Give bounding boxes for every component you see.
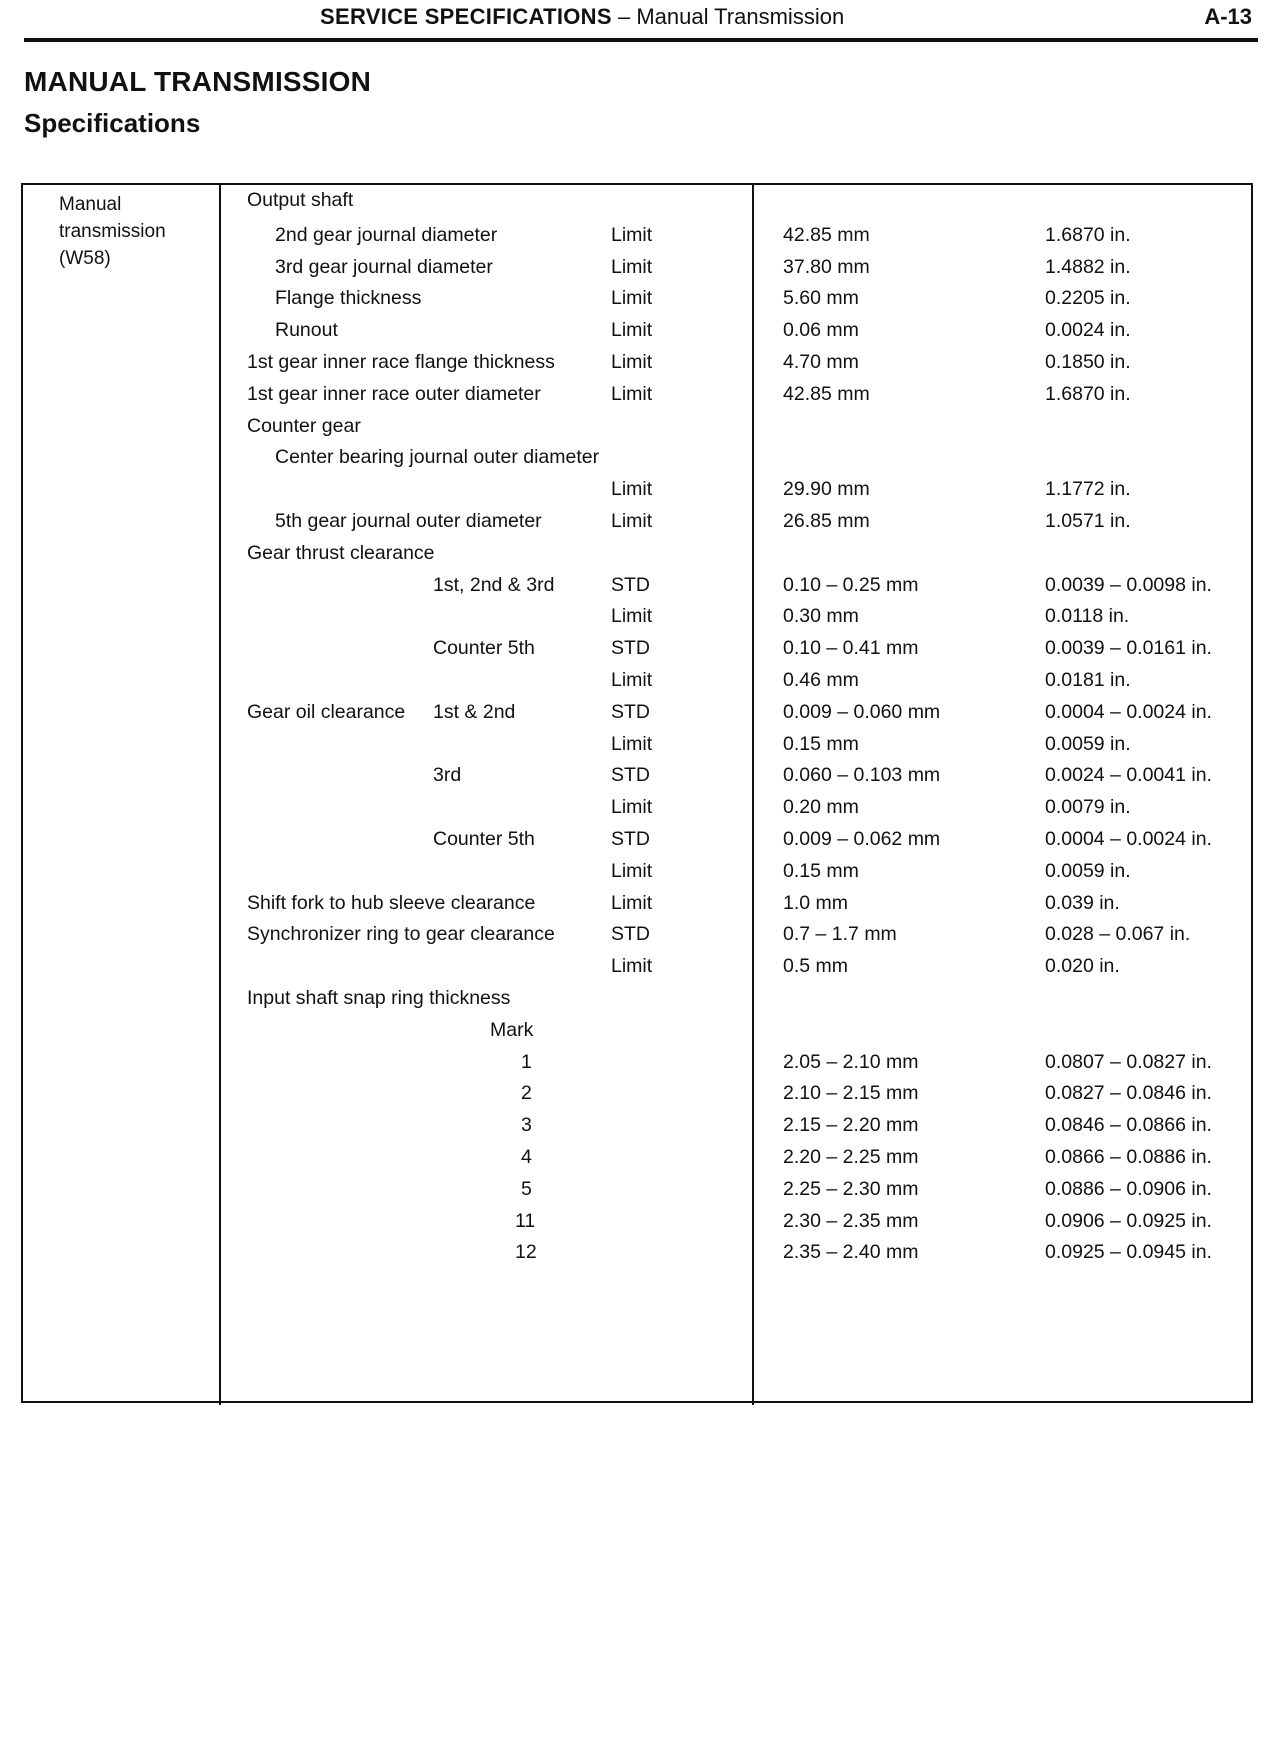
spec-item-label: Runout: [275, 319, 338, 342]
value-inches: 1.1772 in.: [1045, 478, 1131, 501]
value-mm: 0.5 mm: [783, 955, 849, 978]
value-inches: 0.0024 in.: [1045, 319, 1131, 342]
value-mm: 0.30 mm: [783, 605, 859, 628]
spec-type: Limit: [611, 510, 653, 532]
value-mm: 2.10 – 2.15 mm: [783, 1082, 919, 1105]
spec-type: Limit: [611, 891, 653, 914]
table-row: [23, 478, 1251, 512]
value-inches: 0.0059 in.: [1045, 732, 1131, 755]
snap-ring-mark: 4: [521, 1146, 532, 1168]
spec-type: STD: [611, 828, 650, 850]
value-inches: 0.0039 – 0.0098 in.: [1045, 573, 1212, 596]
value-inches: 0.039 in.: [1045, 891, 1120, 914]
header-rule: [24, 38, 1258, 42]
value-inches: 1.6870 in.: [1045, 382, 1131, 405]
table-row: [23, 446, 1251, 480]
value-inches: 1.6870 in.: [1045, 223, 1131, 246]
table-row: [23, 319, 1251, 353]
snap-ring-mark: 3: [521, 1114, 532, 1137]
spec-type: Limit: [611, 382, 653, 405]
value-mm: 1.0 mm: [783, 891, 849, 914]
value-inches: 0.0866 – 0.0886 in.: [1045, 1146, 1212, 1168]
table-row: [23, 415, 1251, 449]
table-row: [23, 892, 1251, 926]
table-row: [23, 224, 1251, 258]
value-inches: 1.4882 in.: [1045, 255, 1131, 278]
table-row: [23, 1241, 1251, 1275]
value-mm: 42.85 mm: [783, 382, 870, 405]
value-inches: 0.0886 – 0.0906 in.: [1045, 1177, 1212, 1200]
value-mm: 0.10 – 0.25 mm: [783, 573, 919, 596]
value-mm: 26.85 mm: [783, 510, 870, 532]
value-mm: 2.30 – 2.35 mm: [783, 1209, 919, 1232]
value-mm: 2.15 – 2.20 mm: [783, 1114, 919, 1137]
spec-item-label: 3rd gear journal diameter: [275, 255, 493, 278]
table-row: [23, 510, 1251, 544]
spec-item-label: 1st gear inner race flange thickness: [247, 351, 555, 373]
spec-type: Limit: [611, 859, 653, 882]
spec-type: STD: [611, 764, 650, 787]
value-inches: 0.0807 – 0.0827 in.: [1045, 1050, 1212, 1073]
table-row: [23, 764, 1251, 798]
spec-type: Limit: [611, 287, 653, 310]
snap-ring-mark: 12: [515, 1241, 537, 1264]
table-row: [23, 1019, 1251, 1053]
value-inches: 0.0024 – 0.0041 in.: [1045, 764, 1212, 787]
table-row: [23, 796, 1251, 830]
section-name: SERVICE SPECIFICATIONS: [320, 4, 612, 29]
value-mm: 2.35 – 2.40 mm: [783, 1241, 919, 1264]
spec-item-label: Flange thickness: [275, 287, 422, 310]
table-row: [23, 574, 1251, 608]
value-inches: 0.0118 in.: [1045, 605, 1130, 628]
value-mm: 0.009 – 0.060 mm: [783, 700, 941, 723]
header-separator: –: [611, 4, 637, 29]
table-row: [23, 955, 1251, 989]
snap-ring-mark: 1: [521, 1050, 532, 1073]
table-row: [23, 1114, 1251, 1148]
snap-ring-mark: 5: [521, 1177, 532, 1200]
value-mm: 0.15 mm: [783, 859, 859, 882]
spec-type: Limit: [611, 319, 653, 342]
value-mm: 42.85 mm: [783, 223, 870, 246]
table-row: [23, 637, 1251, 671]
page-subtitle: Specifications: [24, 108, 201, 138]
table-row: [23, 987, 1251, 1021]
spec-type: Limit: [611, 223, 653, 246]
table-row: [23, 669, 1251, 703]
value-mm: 0.46 mm: [783, 669, 859, 691]
table-row: [23, 1178, 1251, 1212]
value-inches: 1.0571 in.: [1045, 510, 1131, 532]
value-mm: 2.25 – 2.30 mm: [783, 1177, 919, 1200]
spec-type: Limit: [611, 732, 653, 755]
table-row: [23, 1051, 1251, 1085]
spec-item-label: Gear oil clearance: [247, 700, 406, 723]
value-inches: 0.0827 – 0.0846 in.: [1045, 1082, 1212, 1105]
spec-type: Limit: [611, 478, 653, 501]
spec-type: STD: [611, 573, 650, 596]
spec-item-label: 1st gear inner race outer diameter: [247, 382, 541, 405]
spec-subitem-label: Counter 5th: [433, 828, 535, 850]
value-inches: 0.0846 – 0.0866 in.: [1045, 1114, 1212, 1137]
category-line: transmission: [59, 221, 166, 242]
spec-item-label: Input shaft snap ring thickness: [247, 987, 511, 1009]
page-number: A-13: [1204, 4, 1252, 29]
running-header: [0, 4, 1280, 36]
spec-type: Limit: [611, 255, 653, 278]
spec-item-label: Center bearing journal outer diameter: [275, 446, 600, 469]
value-mm: 5.60 mm: [783, 287, 859, 310]
spec-type: STD: [611, 700, 650, 723]
spec-item-label: 5th gear journal outer diameter: [275, 510, 542, 532]
table-row: [23, 1082, 1251, 1116]
value-inches: 0.2205 in.: [1045, 287, 1131, 310]
value-mm: 0.10 – 0.41 mm: [783, 637, 919, 660]
table-row: [23, 256, 1251, 290]
value-mm: 0.20 mm: [783, 796, 859, 819]
table-row: [23, 1146, 1251, 1180]
table-row: [23, 701, 1251, 735]
spec-type: STD: [611, 637, 650, 660]
page-title: MANUAL TRANSMISSION: [24, 66, 372, 97]
spec-type: Limit: [611, 669, 653, 691]
spec-item-label: Gear thrust clearance: [247, 541, 435, 564]
value-mm: 0.15 mm: [783, 732, 859, 755]
spec-type: Limit: [611, 796, 653, 819]
value-mm: 37.80 mm: [783, 255, 870, 278]
value-mm: 0.009 – 0.062 mm: [783, 828, 941, 850]
snap-ring-mark: Mark: [490, 1018, 534, 1041]
spec-item-label: Counter gear: [247, 414, 361, 437]
spec-type: Limit: [611, 351, 653, 373]
value-mm: 0.06 mm: [783, 319, 859, 342]
spec-subitem-label: 3rd: [433, 764, 462, 787]
table-row: [23, 733, 1251, 767]
spec-subitem-label: Counter 5th: [433, 637, 535, 660]
table-row: [23, 383, 1251, 417]
spec-item-label: Output shaft: [247, 189, 354, 211]
spec-item-label: Synchronizer ring to gear clearance: [247, 923, 555, 946]
value-inches: 0.0079 in.: [1045, 796, 1131, 819]
table-row: [23, 828, 1251, 862]
spec-type: STD: [611, 923, 650, 946]
table-row: [23, 351, 1251, 385]
value-inches: 0.020 in.: [1045, 955, 1120, 978]
spec-type: Limit: [611, 605, 653, 628]
table-row: [23, 1210, 1251, 1244]
value-inches: 0.0039 – 0.0161 in.: [1045, 637, 1212, 660]
category-line: Manual: [59, 194, 122, 215]
table-row: [23, 287, 1251, 321]
value-inches: 0.0004 – 0.0024 in.: [1045, 700, 1212, 723]
value-inches: 0.0906 – 0.0925 in.: [1045, 1209, 1212, 1232]
spec-type: Limit: [611, 955, 653, 978]
value-mm: 2.20 – 2.25 mm: [783, 1146, 919, 1168]
specifications-table: [21, 183, 1253, 1403]
section-topic: Manual Transmission: [636, 4, 845, 29]
table-row: [23, 860, 1251, 894]
value-mm: 0.060 – 0.103 mm: [783, 764, 941, 787]
spec-item-label: 2nd gear journal diameter: [275, 223, 498, 246]
value-mm: 2.05 – 2.10 mm: [783, 1050, 919, 1073]
value-inches: 0.0004 – 0.0024 in.: [1045, 828, 1212, 850]
value-inches: 0.0181 in.: [1045, 669, 1131, 691]
value-inches: 0.028 – 0.067 in.: [1045, 923, 1191, 946]
value-mm: 0.7 – 1.7 mm: [783, 923, 897, 946]
spec-item-label: Shift fork to hub sleeve clearance: [247, 891, 536, 914]
table-row: [23, 189, 1251, 223]
table-row: [23, 605, 1251, 639]
value-inches: 0.0925 – 0.0945 in.: [1045, 1241, 1212, 1264]
spec-subitem-label: 1st & 2nd: [433, 700, 516, 723]
table-row: [23, 923, 1251, 957]
value-inches: 0.1850 in.: [1045, 351, 1131, 373]
value-mm: 4.70 mm: [783, 351, 859, 373]
spec-subitem-label: 1st, 2nd & 3rd: [433, 573, 555, 596]
running-header-title: [320, 4, 844, 30]
table-row: [23, 542, 1251, 576]
category-line: (W58): [59, 248, 111, 269]
value-mm: 29.90 mm: [783, 478, 870, 501]
snap-ring-mark: 11: [515, 1209, 536, 1232]
value-inches: 0.0059 in.: [1045, 859, 1131, 882]
snap-ring-mark: 2: [521, 1082, 532, 1105]
